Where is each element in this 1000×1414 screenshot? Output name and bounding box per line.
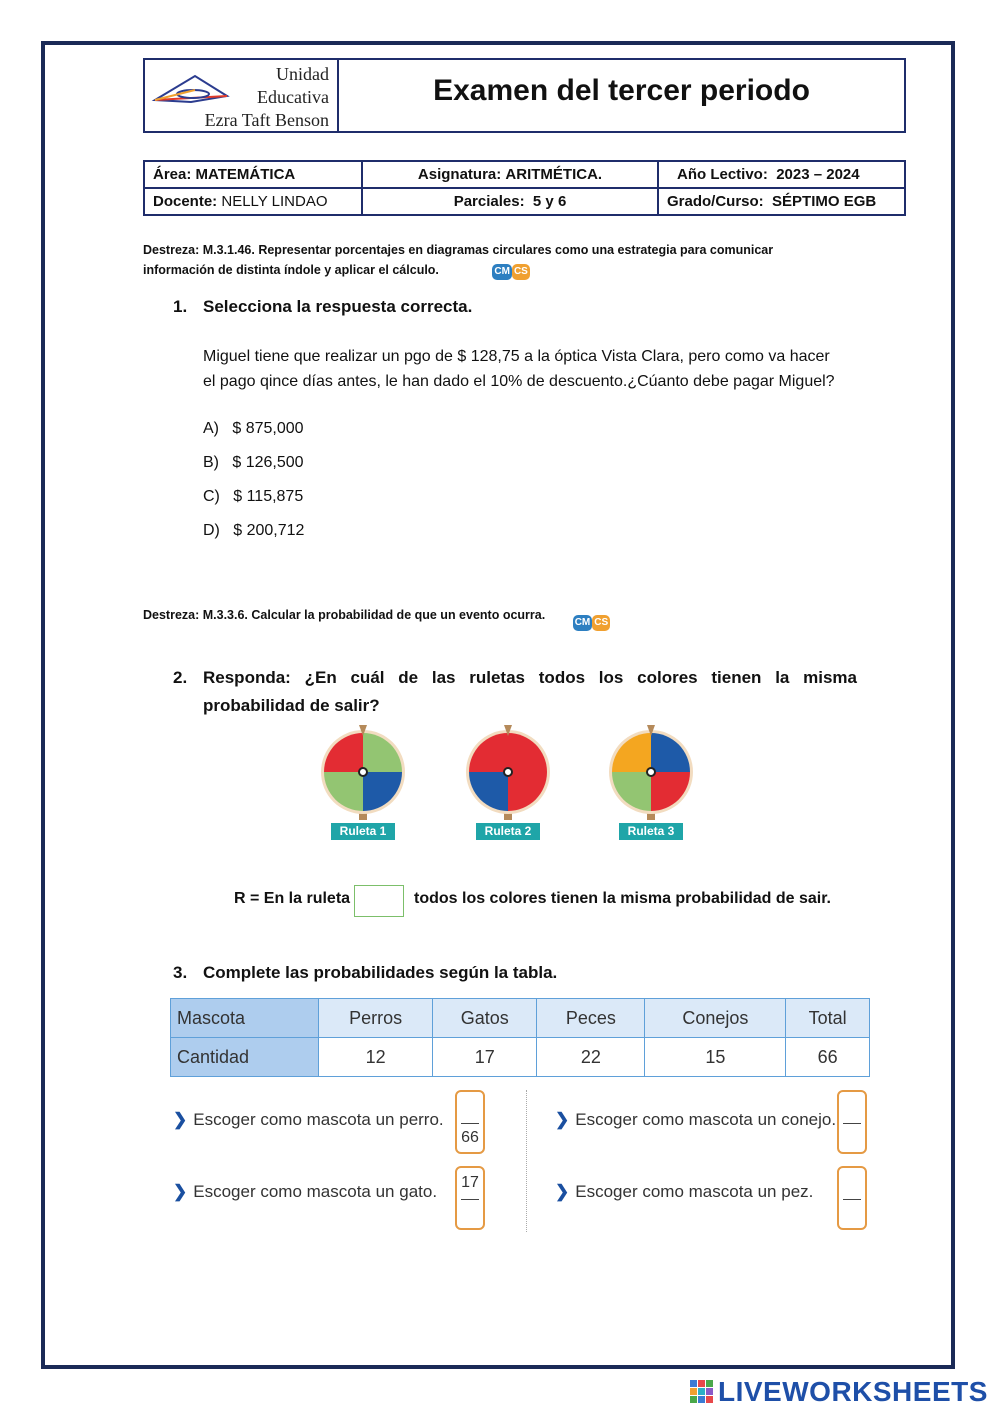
exam-title: Examen del tercer periodo xyxy=(433,73,810,107)
q1-option-d-value: $ 200,712 xyxy=(233,522,305,539)
q1-option-a-letter: A) xyxy=(203,420,219,437)
q2-answer-input[interactable] xyxy=(354,885,404,917)
q3-heading xyxy=(173,963,863,983)
school-name xyxy=(205,63,329,132)
chevron-right-icon: ❯ xyxy=(555,1182,570,1201)
table-cell: Perros xyxy=(319,999,433,1038)
roulette-3 xyxy=(608,722,694,842)
item-conejo-text: Escoger como mascota un conejo. xyxy=(575,1110,837,1129)
school-logo-box xyxy=(145,60,339,131)
q1-option-d-letter: D) xyxy=(203,522,220,539)
roulette-2-wheel xyxy=(465,722,551,822)
cs-badge: CS xyxy=(512,264,530,280)
destreza-1-line1: Destreza: M.3.1.46. Representar porcentajes en diagramas circulares como una estrategia para comunicar xyxy=(143,243,774,257)
cm-badge: CM xyxy=(492,264,512,280)
fraction-bar xyxy=(843,1199,861,1200)
table-cell: 12 xyxy=(319,1038,433,1077)
q1-text-line2: el pago qince días antes, le han dado el 10% de descuento.¿Cúanto debe pagar Miguel? xyxy=(203,373,835,390)
q2-heading xyxy=(173,664,857,720)
table-cell: Mascota xyxy=(171,999,319,1038)
q1-option-d[interactable] xyxy=(203,522,304,540)
q1-option-c[interactable] xyxy=(203,488,303,506)
fraction-gato[interactable] xyxy=(455,1166,485,1230)
q1-heading-text: Selecciona la respuesta correcta. xyxy=(203,297,473,316)
q1-option-b-letter: B) xyxy=(203,454,219,471)
fraction-bar xyxy=(461,1199,479,1200)
info-table xyxy=(143,160,906,216)
q2-number: 2. xyxy=(173,668,188,687)
item-pez xyxy=(555,1182,813,1202)
roulette-1 xyxy=(320,722,406,842)
roulette-3-label: Ruleta 3 xyxy=(619,823,683,840)
fraction-gato-numerator: 17 xyxy=(461,1174,479,1191)
school-name-line3: Ezra Taft Benson xyxy=(204,110,329,130)
q1-text-line1: Miguel tiene que realizar un pgo de $ 128,75 a la óptica Vista Clara, pero como va hacer xyxy=(203,348,830,365)
table-row xyxy=(171,1038,870,1077)
table-cell: Conejos xyxy=(645,999,786,1038)
table-cell: Peces xyxy=(537,999,645,1038)
q3-number: 3. xyxy=(173,963,188,982)
table-cell: 66 xyxy=(786,1038,870,1077)
table-cell: 22 xyxy=(537,1038,645,1077)
fraction-bar xyxy=(461,1123,479,1124)
pets-table xyxy=(170,998,870,1077)
item-pez-text: Escoger como mascota un pez. xyxy=(575,1182,814,1201)
q1-option-b-value: $ 126,500 xyxy=(232,454,304,471)
fraction-perro-denominator: 66 xyxy=(461,1129,479,1146)
roulette-2-label: Ruleta 2 xyxy=(476,823,540,840)
school-name-line1: Unidad xyxy=(276,64,329,84)
liveworksheets-logo xyxy=(690,1376,988,1408)
fraction-perro[interactable] xyxy=(455,1090,485,1154)
destreza-2-text: Destreza: M.3.3.6. Calcular la probabilidad de que un evento ocurra. xyxy=(143,608,546,622)
destreza-1 xyxy=(143,240,863,280)
roulette-2 xyxy=(465,722,551,842)
q1-option-c-letter: C) xyxy=(203,488,220,505)
q2-heading-line2: probabilidad de salir? xyxy=(203,696,380,715)
table-row xyxy=(171,999,870,1038)
cm-badge: CM xyxy=(573,615,593,631)
area-cell: Área: MATEMÁTICA xyxy=(144,161,362,188)
anio-cell: Año Lectivo: 2023 – 2024 xyxy=(658,161,905,188)
exam-header xyxy=(143,58,906,133)
grado-cell: Grado/Curso: SÉPTIMO EGB xyxy=(658,188,905,215)
roulettes-group xyxy=(320,722,700,847)
roulette-3-wheel xyxy=(608,722,694,822)
table-cell: 17 xyxy=(433,1038,537,1077)
q1-heading xyxy=(173,297,863,317)
cs-badge: CS xyxy=(592,615,610,631)
item-perro-text: Escoger como mascota un perro. xyxy=(193,1110,444,1129)
q2-answer-suffix: todos los colores tienen la misma probabilidad de sair. xyxy=(414,890,831,907)
chevron-right-icon: ❯ xyxy=(173,1110,188,1129)
column-divider xyxy=(526,1090,527,1232)
table-cell: Gatos xyxy=(433,999,537,1038)
table-cell: Cantidad xyxy=(171,1038,319,1077)
q1-number: 1. xyxy=(173,297,188,316)
destreza-2 xyxy=(143,605,610,628)
roulette-1-label: Ruleta 1 xyxy=(331,823,395,840)
fraction-conejo[interactable] xyxy=(837,1090,867,1154)
table-cell: Total xyxy=(786,999,870,1038)
roulette-1-wheel xyxy=(320,722,406,822)
q1-option-a-value: $ 875,000 xyxy=(232,420,304,437)
liveworksheets-icon xyxy=(690,1380,714,1404)
q1-option-b[interactable] xyxy=(203,454,304,472)
fraction-pez[interactable] xyxy=(837,1166,867,1230)
destreza-1-line2: información de distinta índole y aplicar el cálculo. xyxy=(143,263,439,277)
asignatura-cell: Asignatura: ARITMÉTICA. xyxy=(362,161,658,188)
fraction-bar xyxy=(843,1123,861,1124)
destreza-1-line2-row xyxy=(143,260,863,280)
q1-option-a[interactable] xyxy=(203,420,304,438)
docente-cell: Docente: NELLY LINDAO xyxy=(144,188,362,215)
q1-text xyxy=(203,344,883,394)
badges-2 xyxy=(573,614,610,628)
item-conejo xyxy=(555,1110,836,1130)
item-perro xyxy=(173,1110,444,1130)
table-cell: 15 xyxy=(645,1038,786,1077)
liveworksheets-text: LIVEWORKSHEETS xyxy=(718,1376,988,1407)
q1-option-c-value: $ 115,875 xyxy=(233,488,304,505)
badges-1 xyxy=(492,263,529,277)
q3-heading-text: Complete las probabilidades según la tabla. xyxy=(203,963,558,982)
parciales-cell: Parciales: 5 y 6 xyxy=(362,188,658,215)
item-gato-text: Escoger como mascota un gato. xyxy=(193,1182,438,1201)
q2-heading-line1: Responda: ¿En cuál de las ruletas todos los colores tienen la misma xyxy=(203,668,857,687)
q2-answer-prefix: R = En la ruleta xyxy=(234,890,351,907)
chevron-right-icon: ❯ xyxy=(555,1110,570,1129)
item-gato xyxy=(173,1182,437,1202)
chevron-right-icon: ❯ xyxy=(173,1182,188,1201)
school-name-line2: Educativa xyxy=(257,87,329,107)
